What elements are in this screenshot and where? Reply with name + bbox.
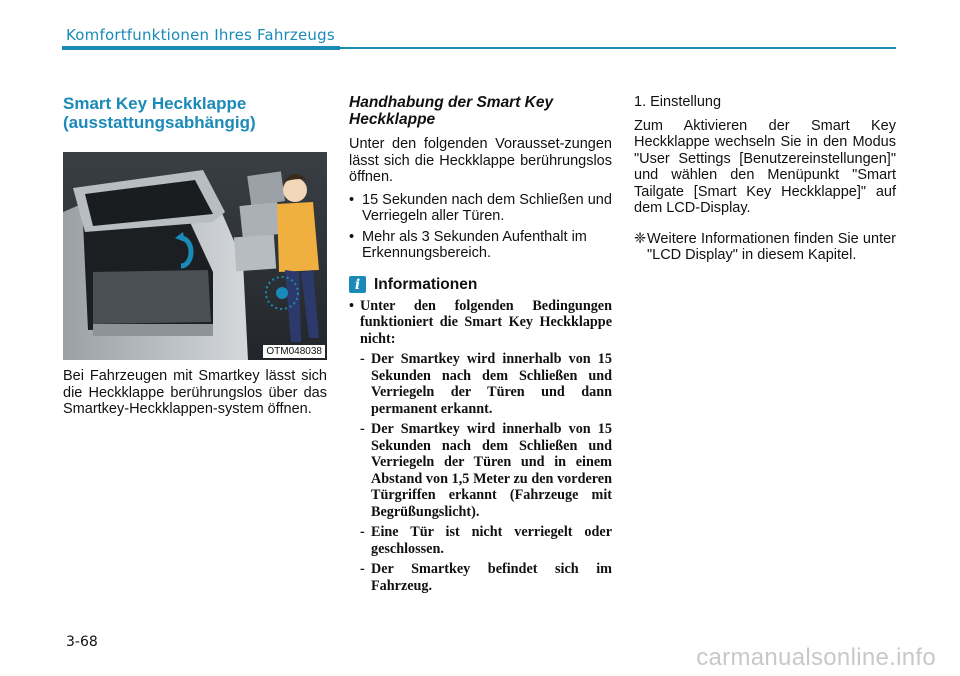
list-item [349, 229, 612, 262]
reference-note [634, 231, 896, 264]
section-title-line1: Smart Key Heckklappe [63, 94, 247, 113]
step-title: 1. Einstellung [634, 94, 722, 110]
info-subitem-text: Der Smartkey wird innerhalb von 15 Sekunden nach dem Schließen und Verriegeln der Türen und dann permanent erkannt. [371, 351, 612, 417]
dash-marker: - [360, 421, 365, 437]
note-text: Weitere Informationen finden Sie unter "LCD Display" in diesem Kapitel. [647, 230, 896, 263]
column-left [63, 94, 327, 418]
list-item-text: 15 Sekunden nach dem Schließen und Verriegeln aller Türen. [362, 191, 612, 224]
info-box [349, 298, 612, 595]
watermark: carmanualsonline.info [696, 644, 936, 671]
dash-marker: - [360, 351, 365, 367]
info-subitem-text: Der Smartkey wird innerhalb von 15 Sekunden nach dem Schließen und Verriegeln der Türen und in einem Abstand von 1,5 Meter zu den vorderen Türgriffen erkannt (Fahrzeuge mit Begrüßungslicht). [371, 421, 612, 520]
info-subitem [349, 524, 612, 557]
info-subitem [349, 561, 612, 594]
info-subitem-text: Der Smartkey befindet sich im Fahrzeug. [371, 561, 612, 594]
bullet-marker: • [349, 297, 354, 314]
info-subitem [349, 351, 612, 417]
bullet-marker: • [349, 228, 355, 245]
info-header [349, 276, 612, 294]
section-title [63, 94, 327, 132]
chapter-title: Komfortfunktionen Ihres Fahrzeugs [66, 26, 335, 44]
dash-marker: - [360, 524, 365, 540]
info-subitem [349, 421, 612, 520]
info-item-text: Unter den folgenden Bedingungen funktioniert die Smart Key Heckklappe nicht: [360, 297, 612, 347]
note-marker-icon: ❈ [634, 230, 647, 247]
conditions-intro: Unter den folgenden Vorausset-zungen lässt sich die Heckklappe berührungslos öffnen. [349, 136, 612, 185]
info-title: Informationen [374, 275, 478, 293]
settings-paragraph: Zum Aktivieren der Smart Key Heckklappe wechseln Sie in den Modus "User Settings [Benutzereinstellungen]" und wählen den Menüpunkt "Smart Tailgate [Smart Key Heckklappe]" auf dem LCD-Display. [634, 117, 896, 216]
info-icon: i [349, 276, 366, 293]
column-middle [349, 94, 612, 594]
list-item [349, 192, 612, 225]
info-item [349, 298, 612, 348]
section-title-line2: (ausstattungsabhängig) [63, 113, 256, 132]
column-right [634, 94, 896, 264]
header-rule [340, 47, 896, 49]
info-subitem-text: Eine Tür ist nicht verriegelt oder geschlossen. [371, 524, 612, 557]
bullet-marker: • [349, 191, 355, 208]
tailgate-illustration [63, 152, 327, 360]
subsection-title: Handhabung der Smart Key Heckklappe [349, 94, 554, 128]
dash-marker: - [360, 561, 365, 577]
tailgate-drawing [63, 152, 327, 360]
intro-paragraph: Bei Fahrzeugen mit Smartkey lässt sich die Heckklappe berührungslos über das Smartkey-Heckklappen-system öffnen. [63, 368, 327, 417]
page-number: 3-68 [66, 634, 98, 650]
list-item-text: Mehr als 3 Sekunden Aufenthalt im Erkennungsbereich. [362, 228, 587, 261]
figure-code: OTM048038 [263, 345, 325, 358]
header-accent-bar [62, 46, 340, 50]
conditions-list [349, 192, 612, 262]
